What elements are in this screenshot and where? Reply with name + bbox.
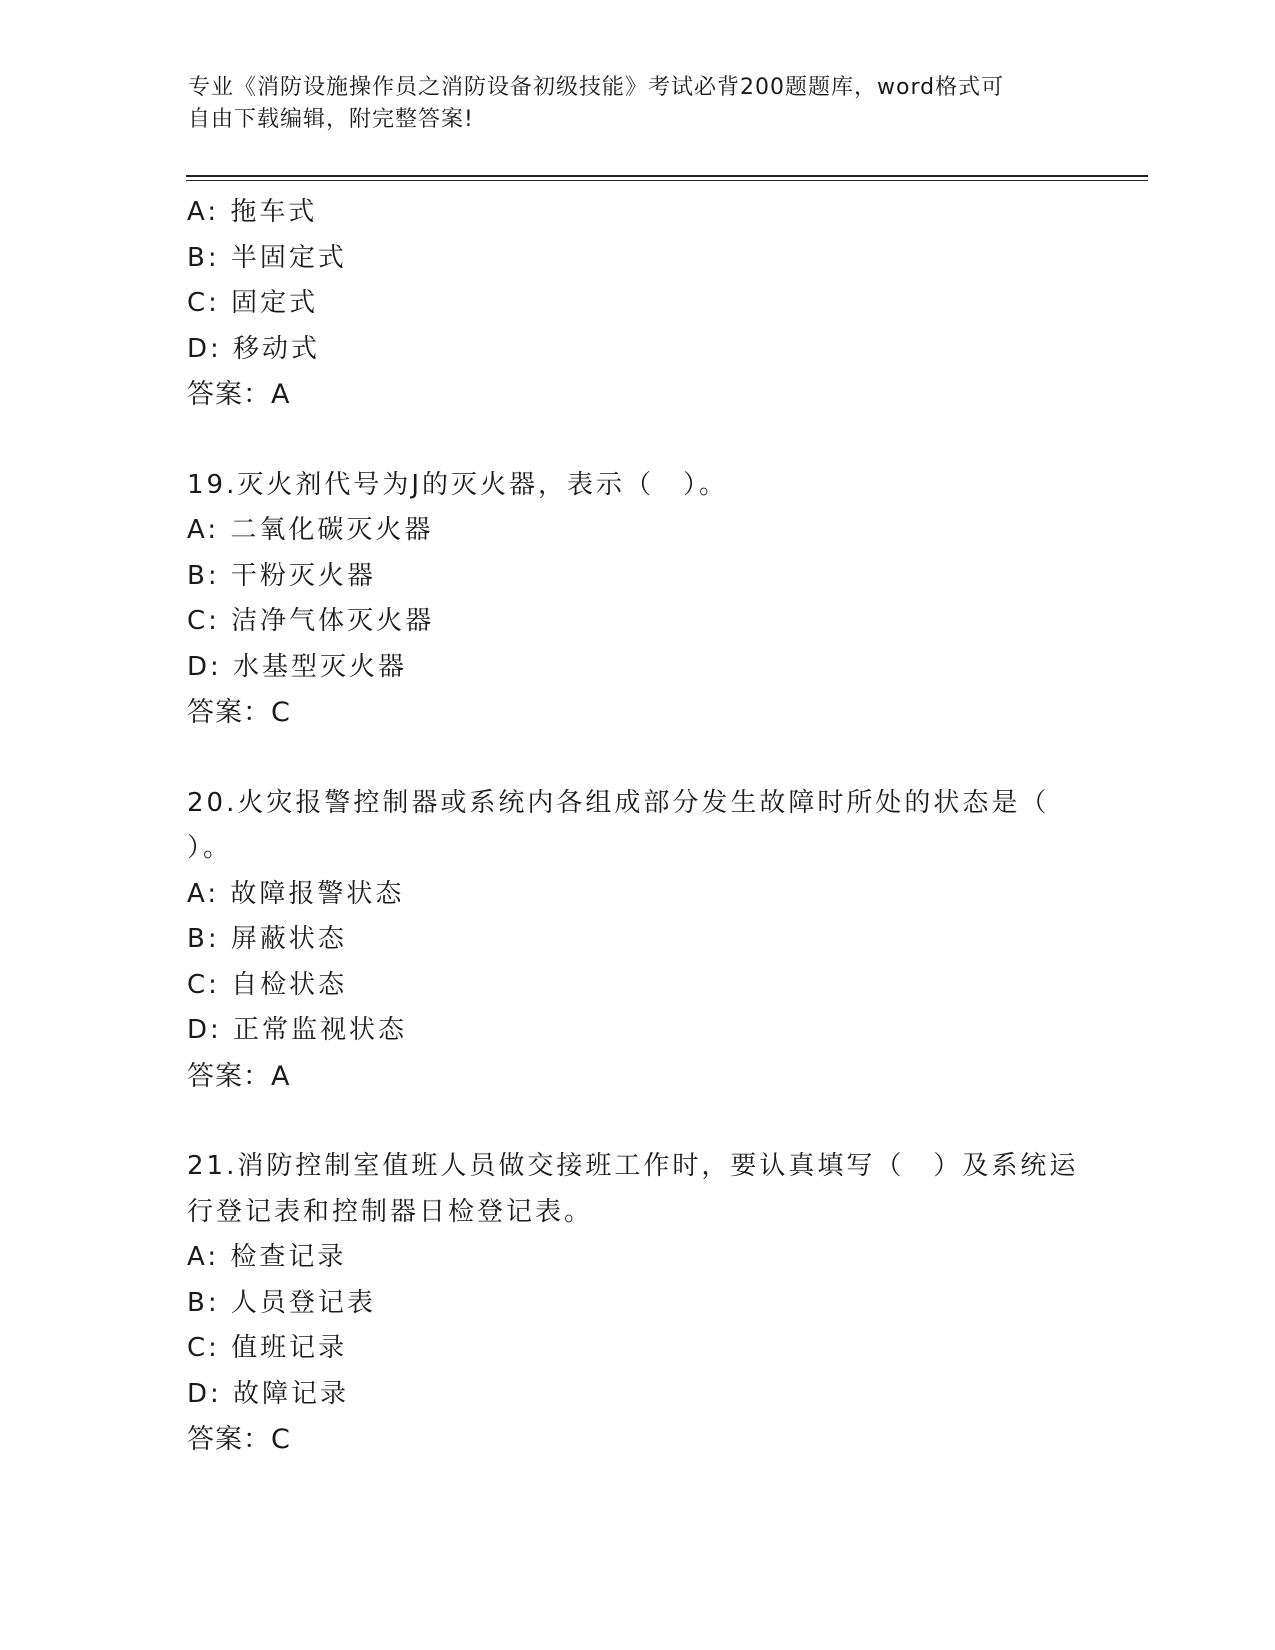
option-b: B: 干粉灭火器 [187,560,376,591]
answer-line: 答案：A [187,379,291,410]
header-divider-thick [186,175,1148,177]
option-c: C: 值班记录 [187,1333,348,1363]
header-line-2: 自由下载编辑，附完整答案! [188,107,474,132]
answer-line: 答案：C [187,1424,291,1455]
option-a: A: 故障报警状态 [187,878,405,909]
option-c: C: 洁净气体灭火器 [187,606,435,636]
option-d: D: 正常监视状态 [187,1015,408,1045]
option-d: D: 水基型灭火器 [187,651,408,682]
answer-line: 答案：A [187,1060,291,1092]
question-19 [187,463,1087,736]
header-line-1: 专业《消防设施操作员之消防设备初级技能》考试必背200题题库，word格式可 [188,75,1005,100]
option-a: A: 二氧化碳灭火器 [187,515,434,545]
option-b: B: 屏蔽状态 [187,924,347,954]
question-stem-line-1: 20.火灾报警控制器或系统内各组成部分发生故障时所处的状态是（ [187,787,1050,818]
question-21 [187,1144,1087,1463]
spacer [187,1099,1087,1144]
question-stem-line-2: 行登记表和控制器日检登记表。 [187,1196,594,1227]
option-a: A: 拖车式 [187,197,318,227]
option-b: B: 人员登记表 [187,1287,376,1318]
document-header [188,72,1068,136]
spacer [187,418,1087,463]
question-list [187,190,1087,1463]
answer-line: 答案：C [187,697,291,728]
option-d: D: 移动式 [187,333,321,364]
option-b: B: 半固定式 [187,242,347,273]
spacer [187,736,1087,781]
question-stem: 19.灭火剂代号为J的灭火器，表示（ ）。 [187,469,729,500]
option-d: D: 故障记录 [187,1378,350,1409]
option-a: A: 检查记录 [187,1242,347,1272]
question-stem-line-1: 21.消防控制室值班人员做交接班工作时，要认真填写（ ）及系统运 [187,1151,1079,1181]
question-20 [187,781,1087,1100]
option-c: C: 自检状态 [187,969,348,1000]
question-18-continued [187,190,1087,418]
header-divider-thin [186,180,1148,181]
question-stem-line-2: ）。 [187,833,233,863]
option-c: C: 固定式 [187,288,319,318]
